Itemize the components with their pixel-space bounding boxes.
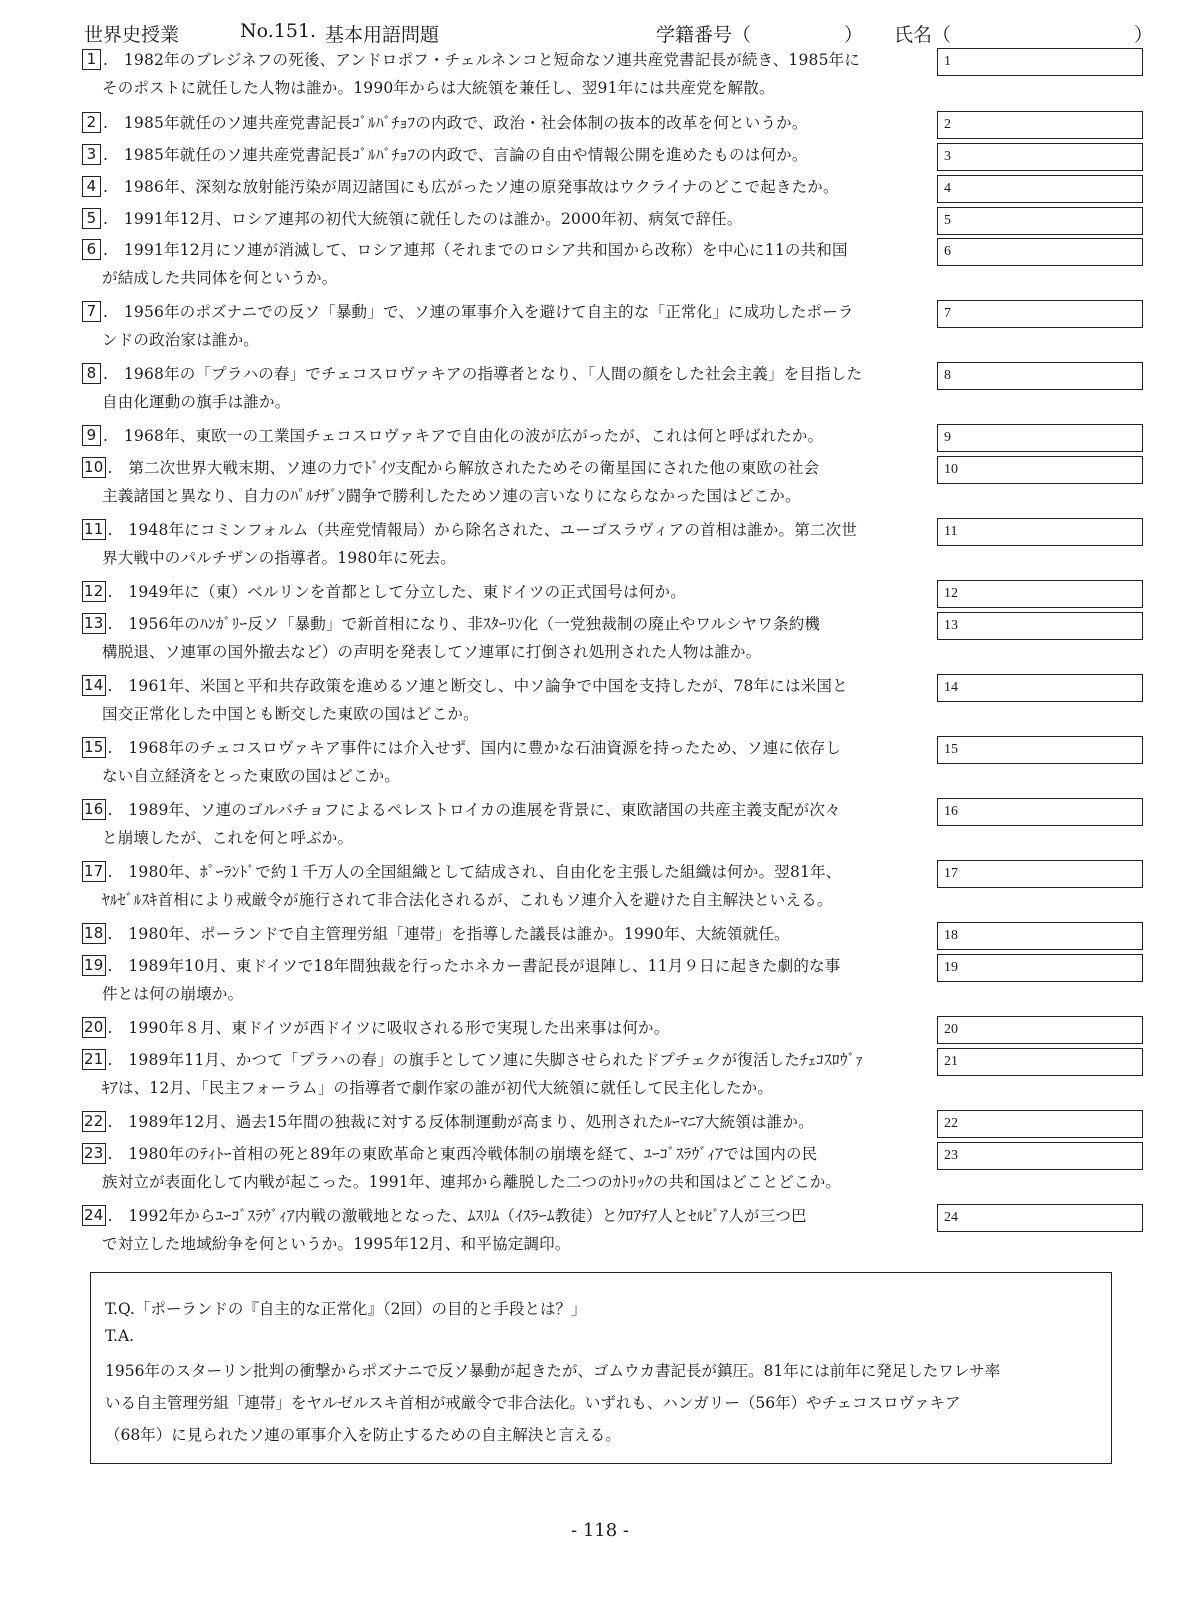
answer-box-number: 7: [944, 306, 951, 321]
question-text: [82, 141, 932, 169]
answer-box[interactable]: [937, 1110, 1143, 1138]
question-text: [82, 1108, 932, 1136]
question-number-box: 16: [84, 800, 104, 818]
question-line: 1968年の「プラハの春」でチェコスロヴァキアの指導者となり、「人間の顔をした社会主義」を目指した: [123, 365, 863, 383]
question-line: 1968年、東欧一の工業国チェコスロヴァキアで自由化の波が広がったが、これは何と呼ばれたか。: [123, 427, 824, 445]
question-number-box: 10: [84, 458, 104, 476]
tq-answer-line: 1956年のスターリン批判の衝撃からポズナニで反ソ暴動が起きたが、ゴムウカ書記長が鎮圧。81年には前年に発足したワレサ率: [105, 1362, 1001, 1380]
answer-box-number: 21: [944, 1054, 958, 1069]
question-line: 1990年８月、東ドイツが西ドイツに吸収される形で実現した出来事は何か。: [128, 1019, 670, 1037]
answer-box[interactable]: [937, 1142, 1143, 1170]
question-text: [82, 672, 932, 728]
question-line: 1982年のブレジネフの死後、アンドロポフ・チェルネンコと短命なソ連共産党書記長が続き、1985年に: [123, 51, 861, 69]
question-number-box: 6: [82, 239, 101, 260]
page-number: - 118 -: [571, 1520, 629, 1541]
question-number-box: 2: [82, 112, 101, 133]
question-number-box: 3: [82, 144, 101, 165]
question-continuation: 界大戦中のパルチザンの指導者。1980年に死去。: [102, 549, 456, 567]
question-text: [82, 516, 932, 572]
tq-question: T.Q.「ポーランドの『自主的な正常化』（2回）の目的と手段とは？」: [105, 1300, 587, 1318]
question-number-box: 4: [82, 176, 101, 197]
answer-box-number: 17: [944, 866, 958, 881]
answer-box-number: 9: [944, 430, 951, 445]
answer-box[interactable]: [937, 1204, 1143, 1232]
question-line: 1991年12月、ロシア連邦の初代大統領に就任したのは誰か。2000年初、病気で辞任。: [123, 210, 743, 228]
question-line: 1989年、ソ連のゴルバチョフによるペレストロイカの進展を背景に、東欧諸国の共産主義支配が次々: [128, 801, 841, 819]
question-number-dot: .: [107, 1113, 129, 1131]
question-line: 1980年、ポーランドで自主管理労組「連帯」を指導した議長は誰か。1990年、大統領就任。: [128, 925, 790, 943]
answer-box-number: 18: [944, 928, 958, 943]
answer-box-number: 1: [944, 54, 951, 69]
question-number-dot: .: [103, 178, 124, 196]
answer-box[interactable]: [937, 860, 1143, 888]
answer-box-number: 19: [944, 960, 958, 975]
student-id-close-paren: ）: [844, 24, 864, 46]
question-line: 1986年、深刻な放射能汚染が周辺諸国にも広がったソ連の原発事故はウクライナのどこで起きたか。: [123, 178, 839, 196]
question-number-dot: .: [107, 1019, 129, 1037]
question-number-dot: .: [103, 365, 124, 383]
answer-box[interactable]: [937, 456, 1143, 484]
question-number-box: 11: [84, 520, 104, 538]
question-number-dot: .: [103, 114, 124, 132]
question-line: 1956年のﾊﾝｶﾞﾘｰ反ソ「暴動」で新首相になり、非ｽﾀｰﾘﾝ化（一党独裁制の廃止やワルシヤワ条約機: [128, 615, 821, 633]
question-continuation: ｷｱは、12月、「民主フォーラム」の指導者で劇作家の誰が初代大統領に就任して民主化したか。: [102, 1079, 774, 1097]
question-number-box: 19: [84, 956, 104, 974]
answer-box[interactable]: [937, 954, 1143, 982]
sheet-number: No.151.: [240, 20, 317, 42]
question-line: 第二次世界大戦末期、ソ連の力でﾄﾞｲﾂ支配から解放されたためその衛星国にされた他の東欧の社会: [128, 459, 820, 477]
question-text: [82, 578, 932, 606]
answer-box-number: 2: [944, 117, 951, 132]
answer-box[interactable]: [937, 798, 1143, 826]
question-continuation: が結成した共同体を何というか。: [102, 269, 338, 287]
question-number-dot: .: [103, 427, 124, 445]
question-number-box: 13: [84, 614, 104, 632]
question-line: 1948年にコミンフォルム（共産党情報局）から除名された、ユーゴスラヴィアの首相は誰か。第二次世: [128, 521, 858, 539]
question-text: [82, 1140, 932, 1196]
answer-box[interactable]: [937, 580, 1143, 608]
question-text: [82, 1202, 932, 1258]
question-text: [82, 610, 932, 666]
tq-answer-line: （68年）に見られたソ連の軍事介入を防止するための自主解決と言える。: [105, 1426, 621, 1444]
question-line: 1992年からﾕｰｺﾞｽﾗｳﾞｨｱ内戦の激戦地となった、ﾑｽﾘﾑ（ｲｽﾗｰﾑ教徒）とｸﾛｱﾁｱ人とｾﾙﾋﾞｱ人が三つ巴: [128, 1207, 807, 1225]
question-number-dot: .: [107, 863, 129, 881]
answer-box-number: 24: [944, 1210, 958, 1225]
answer-box-number: 20: [944, 1022, 958, 1037]
question-continuation: 族対立が表面化して内戦が起こった。1991年、連邦から離脱した二つのｶﾄﾘｯｸの共和国はどことどこか。: [102, 1173, 842, 1191]
question-number-box: 8: [82, 363, 101, 384]
question-text: [82, 422, 932, 450]
answer-box-number: 14: [944, 680, 958, 695]
answer-box-number: 15: [944, 742, 958, 757]
question-text: [82, 205, 932, 233]
question-number-dot: .: [107, 801, 129, 819]
question-number-dot: .: [107, 583, 129, 601]
question-continuation: 国交正常化した中国とも断交した東欧の国はどこか。: [102, 705, 479, 723]
question-line: 1949年に（東）ベルリンを首都として分立した、東ドイツの正式国号は何か。: [128, 583, 686, 601]
question-line: 1956年のポズナニでの反ソ「暴動」で、ソ連の軍事介入を避けて自主的な「正常化」に成功したポーラ: [123, 303, 854, 321]
question-text: [82, 1046, 932, 1102]
answer-box-number: 23: [944, 1148, 958, 1163]
question-continuation: そのポストに就任した人物は誰か。1990年からは大統領を兼任し、翌91年には共産党を解散。: [102, 79, 775, 97]
question-line: 1961年、米国と平和共存政策を進めるソ連と断交し、中ソ論争で中国を支持したが、78年には米国と: [128, 677, 848, 695]
question-number-dot: .: [103, 51, 124, 69]
answer-box[interactable]: [937, 111, 1143, 139]
question-text: [82, 46, 932, 102]
question-number-box: 21: [84, 1050, 104, 1068]
question-line: 1985年就任のソ連共産党書記長ｺﾞﾙﾊﾞﾁｮﾌの内政で、言論の自由や情報公開を進めたものは何か。: [123, 146, 808, 164]
question-number-dot: .: [107, 957, 129, 975]
tq-answer-line: いる自主管理労組「連帯」をヤルゼルスキ首相が戒厳令で非合法化。いずれも、ハンガリー（56年）やチェコスロヴァキア: [105, 1394, 961, 1412]
question-number-box: 17: [84, 862, 104, 880]
question-number-box: 5: [82, 208, 101, 229]
question-text: [82, 952, 932, 1008]
question-line: 1985年就任のソ連共産党書記長ｺﾞﾙﾊﾞﾁｮﾌの内政で、政治・社会体制の抜本的改革を何というか。: [123, 114, 808, 132]
answer-box-number: 3: [944, 149, 951, 164]
question-line: 1991年12月にソ連が消滅して、ロシア連邦（それまでのロシア共和国から改称）を中心に11の共和国: [123, 241, 848, 259]
question-text: [82, 360, 932, 416]
question-continuation: と崩壊したが、これを何と呼ぶか。: [102, 829, 354, 847]
question-number-box: 20: [84, 1018, 104, 1036]
question-number-box: 1: [82, 49, 101, 70]
question-line: 1980年、ﾎﾟｰﾗﾝﾄﾞで約１千万人の全国組織として結成され、自由化を主張した組織は何か。翌81年、: [128, 863, 842, 881]
answer-box[interactable]: [937, 518, 1143, 546]
question-number-dot: .: [107, 521, 129, 539]
answer-box-number: 12: [944, 586, 958, 601]
question-text: [82, 734, 932, 790]
name-label: 氏名（: [894, 24, 952, 46]
question-line: 1989年11月、かつて「プラハの春」の旗手としてソ連に失脚させられたドプチェクが復活したﾁｪｺｽﾛｳﾞｧ: [128, 1051, 864, 1069]
answer-box[interactable]: [937, 1048, 1143, 1076]
question-number-dot: .: [107, 1207, 129, 1225]
sheet-topic: 基本用語問題: [325, 24, 440, 46]
question-number-dot: .: [107, 615, 129, 633]
answer-box[interactable]: [937, 175, 1143, 203]
question-number-dot: .: [107, 1145, 129, 1163]
student-id-label: 学籍番号（: [656, 24, 752, 46]
answer-box[interactable]: [937, 300, 1143, 328]
tq-answer-label: T.A.: [105, 1327, 135, 1345]
answer-box[interactable]: [937, 48, 1143, 76]
answer-box-number: 11: [944, 524, 958, 539]
question-text: [82, 298, 932, 354]
course-title: 世界史授業: [84, 24, 180, 46]
name-field[interactable]: [948, 20, 967, 47]
question-number-dot: .: [107, 739, 129, 757]
question-number-box: 15: [84, 738, 104, 756]
question-number-box: 7: [82, 301, 101, 322]
question-text: [82, 109, 932, 137]
answer-box-number: 6: [944, 244, 951, 259]
answer-box-number: 5: [944, 213, 951, 228]
question-number-dot: .: [103, 241, 124, 259]
question-number-dot: .: [103, 210, 124, 228]
question-number-dot: .: [107, 459, 129, 477]
question-number-dot: .: [103, 146, 124, 164]
question-line: 1989年12月、過去15年間の独裁に対する反体制運動が高まり、処刑されたﾙｰﾏﾆｱ大統領は誰か。: [128, 1113, 814, 1131]
question-continuation: ない自立経済をとった東欧の国はどこか。: [102, 767, 400, 785]
question-text: [82, 173, 932, 201]
question-text: [82, 858, 932, 914]
question-line: 1968年のチェコスロヴァキア事件には介入せず、国内に豊かな石油資源を持ったため、ソ連に依存し: [128, 739, 842, 757]
answer-box[interactable]: [937, 362, 1143, 390]
answer-box-number: 16: [944, 804, 958, 819]
answer-box[interactable]: [937, 922, 1143, 950]
worksheet-header: [84, 14, 1154, 46]
question-number-dot: .: [107, 677, 129, 695]
answer-box[interactable]: [937, 143, 1143, 171]
question-text: [82, 454, 932, 510]
question-number-dot: .: [103, 303, 124, 321]
answer-box[interactable]: [937, 736, 1143, 764]
question-continuation: 構脱退、ソ連軍の国外撤去など）の声明を発表してソ連軍に打倒され処刑された人物は誰か。: [102, 643, 762, 661]
answer-box[interactable]: [937, 1016, 1143, 1044]
name-close-paren: ）: [1134, 24, 1154, 46]
answer-box-number: 10: [944, 462, 958, 477]
answer-box-number: 8: [944, 368, 951, 383]
question-text: [82, 1014, 932, 1042]
question-number-box: 12: [84, 582, 104, 600]
question-number-box: 22: [84, 1112, 104, 1130]
question-number-box: 24: [84, 1206, 104, 1224]
question-continuation: 主義諸国と異なり、自力のﾊﾟﾙﾁｻﾞﾝ闘争で勝利したためソ連の言いなりにならなかった国はどこか。: [102, 487, 801, 505]
question-continuation: で対立した地域紛争を何というか。1995年12月、和平協定調印。: [102, 1235, 571, 1253]
answer-box[interactable]: [937, 424, 1143, 452]
question-number-box: 14: [84, 676, 104, 694]
question-number-box: 18: [84, 924, 104, 942]
answer-box-number: 22: [944, 1116, 958, 1131]
question-continuation: 件とは何の崩壊か。: [102, 985, 244, 1003]
answer-box[interactable]: [937, 674, 1143, 702]
question-continuation: ﾔﾙｾﾞﾙｽｷ首相により戒厳令が施行されて非合法化されるが、これもソ連介入を避けた自主解決といえる。: [102, 891, 833, 909]
question-text: [82, 796, 932, 852]
question-text: [82, 236, 932, 292]
question-number-dot: .: [107, 1051, 129, 1069]
question-text: [82, 920, 932, 948]
question-continuation: ンドの政治家は誰か。: [102, 331, 260, 349]
question-line: 1980年のﾃｨﾄｰ首相の死と89年の東欧革命と東西冷戦体制の崩壊を経て、ﾕｰｺﾞｽﾗｳﾞｨｱでは国内の民: [128, 1145, 818, 1163]
answer-box-number: 13: [944, 618, 958, 633]
question-line: 1989年10月、東ドイツで18年間独裁を行ったホネカー書記長が退陣し、11月９日に起きた劇的な事: [128, 957, 841, 975]
answer-box[interactable]: [937, 238, 1143, 266]
question-number-dot: .: [107, 925, 129, 943]
question-number-box: 23: [84, 1144, 104, 1162]
answer-box[interactable]: [937, 612, 1143, 640]
answer-box-number: 4: [944, 181, 951, 196]
question-continuation: 自由化運動の旗手は誰か。: [102, 393, 291, 411]
answer-box[interactable]: [937, 207, 1143, 235]
tq-box: [90, 1272, 1112, 1464]
question-number-box: 9: [82, 425, 101, 446]
